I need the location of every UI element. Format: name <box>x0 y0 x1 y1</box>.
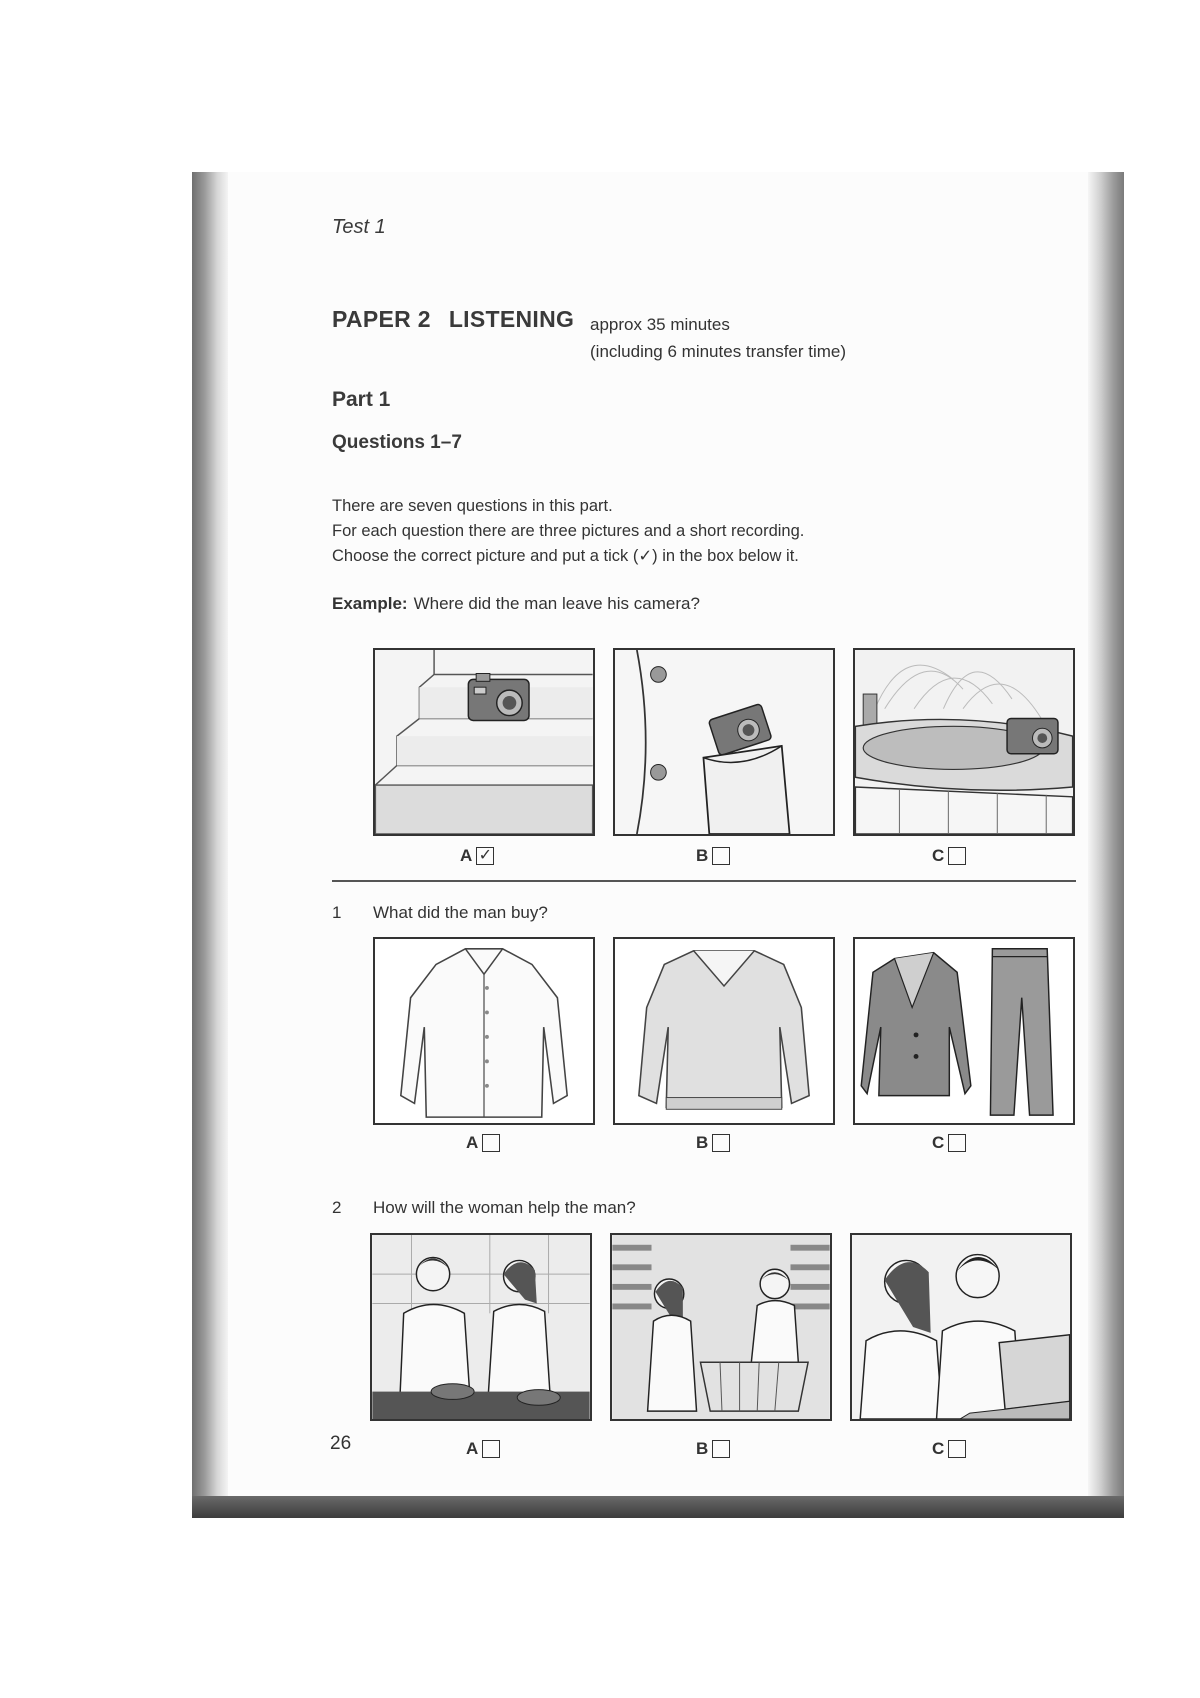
example-question <box>332 594 700 614</box>
paper-number: PAPER 2 <box>332 306 431 332</box>
option-letter: C <box>932 1133 945 1152</box>
option-letter: A <box>466 1133 479 1152</box>
question-2-picture-b <box>610 1233 832 1421</box>
question-2-option-b[interactable] <box>696 1439 730 1459</box>
duration <box>590 311 846 365</box>
shirt-illustration <box>375 939 593 1123</box>
option-letter: B <box>696 1133 709 1152</box>
using-laptop-together-illustration <box>852 1235 1070 1419</box>
answer-checkbox[interactable]: ✓ <box>476 847 494 865</box>
answer-checkbox[interactable] <box>948 1134 966 1152</box>
question-2-number: 2 <box>332 1198 342 1217</box>
question-1-picture-b <box>613 937 835 1125</box>
question-1-text: What did the man buy? <box>373 903 548 922</box>
answer-checkbox[interactable] <box>712 1440 730 1458</box>
section-divider <box>332 880 1076 882</box>
scan-shadow-right <box>1088 172 1124 1518</box>
test-label: Test 1 <box>332 216 386 238</box>
example-label: Example: <box>332 594 408 613</box>
cooking-together-illustration <box>372 1235 590 1419</box>
duration-line-1: approx 35 minutes <box>590 315 730 334</box>
example-option-a[interactable] <box>460 846 494 866</box>
option-letter: C <box>932 1439 945 1458</box>
option-letter: A <box>466 1439 479 1458</box>
jacket-and-trousers-illustration <box>855 939 1073 1123</box>
option-letter: B <box>696 846 709 865</box>
question-1-option-c[interactable] <box>932 1133 966 1153</box>
example-option-c[interactable] <box>932 846 966 866</box>
question-2-picture-a <box>370 1233 592 1421</box>
example-question-text: Where did the man leave his camera? <box>413 594 700 613</box>
question-2-text: How will the woman help the man? <box>373 1198 636 1217</box>
sweater-illustration <box>615 939 833 1123</box>
question-2-option-a[interactable] <box>466 1439 500 1459</box>
instructions <box>332 494 804 569</box>
question-1-picture-c <box>853 937 1075 1125</box>
question-2-picture-c <box>850 1233 1072 1421</box>
question-2-option-c[interactable] <box>932 1439 966 1459</box>
question-1-option-b[interactable] <box>696 1133 730 1153</box>
instruction-line: Choose the correct picture and put a tick (✓) in the box below it. <box>332 547 799 565</box>
question-1-option-a[interactable] <box>466 1133 500 1153</box>
option-letter: A <box>460 846 473 865</box>
example-picture-a <box>373 648 595 836</box>
part-title: Part 1 <box>332 388 391 411</box>
option-letter: B <box>696 1439 709 1458</box>
instruction-line: There are seven questions in this part. <box>332 497 613 515</box>
example-option-b[interactable] <box>696 846 730 866</box>
question-1-picture-a <box>373 937 595 1125</box>
answer-checkbox[interactable] <box>948 1440 966 1458</box>
answer-checkbox[interactable] <box>712 1134 730 1152</box>
shopping-together-illustration <box>612 1235 830 1419</box>
instruction-line: For each question there are three pictures and a short recording. <box>332 522 805 540</box>
example-picture-b <box>613 648 835 836</box>
answer-checkbox[interactable] <box>482 1440 500 1458</box>
questions-range: Questions 1–7 <box>332 432 462 453</box>
scan-shadow-left <box>192 172 228 1518</box>
paper-title <box>332 306 574 333</box>
answer-checkbox[interactable] <box>482 1134 500 1152</box>
question-1-number: 1 <box>332 903 342 922</box>
camera-on-fountain-illustration <box>855 650 1073 834</box>
camera-on-stairs-illustration <box>375 650 593 834</box>
duration-line-2: (including 6 minutes transfer time) <box>590 342 847 361</box>
camera-in-pocket-illustration <box>615 650 833 834</box>
answer-checkbox[interactable] <box>712 847 730 865</box>
option-letter: C <box>932 846 945 865</box>
paper-section: LISTENING <box>448 306 575 332</box>
example-picture-c <box>853 648 1075 836</box>
scan-shadow-bottom <box>192 1496 1124 1518</box>
page-number: 26 <box>330 1433 352 1454</box>
answer-checkbox[interactable] <box>948 847 966 865</box>
